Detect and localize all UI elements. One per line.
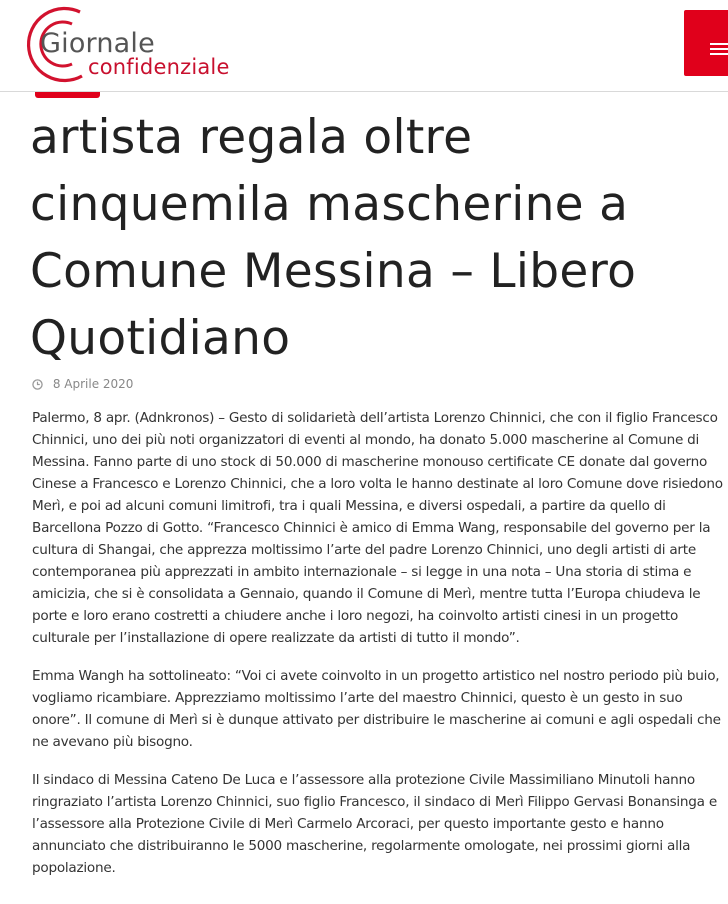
menu-button[interactable] xyxy=(684,10,728,76)
article-meta xyxy=(32,377,133,395)
site-logo[interactable] xyxy=(14,4,254,84)
article-title: artista regala oltre cinquemila mascherine a Comune Messina – Libero Quotidiano xyxy=(30,110,637,366)
hamburger-menu-icon xyxy=(710,43,728,58)
article-paragraph: Il sindaco di Messina Cateno De Luca e l’assessore alla protezione Civile Massimiliano Minutoli hanno ringraziato l’artista Lorenzo Chinnici, suo figlio Francesco, il sindaco di Merì Filippo Gervasi Bonansinga e l’assessore alla Protezione Civile di Merì Carmelo Arcoraci, per questo importante gesto e hanno annunciato che distribuiranno le 5000 mascherine, regolarmente omologate, nei prossimi giorni alla popolazione. xyxy=(32,772,717,876)
article-paragraph: Palermo, 8 apr. (Adnkronos) – Gesto di solidarietà dell’artista Lorenzo Chinnici, che con il figlio Francesco Chinnici, uno dei più noti organizzatori di eventi al mondo, ha donato 5.000 mascherine al Comune di Messina. Fanno parte di uno stock di 50.000 di mascherine monouso certificate CE donate dal governo Cinese a Francesco e Lorenzo Chinnici, che a loro volta le hanno destinate al loro Comune dove risiedono Merì, e poi ad alcuni comuni limitrofi, tra i quali Messina, e diversi ospedali, a partire da quello di Barcellona Pozzo di Gotto. “Francesco Chinnici è amico di Emma Wang, responsabile del governo per la cultura di Shangai, che apprezza moltissimo l’arte del padre Lorenzo Chinnici, uno degli artisti di arte contemporanea più apprezzati in ambito internazionale – si legge in una nota – Una storia di stima e amicizia, che si è consolidata a Gennaio, quando il Comune di Merì, mentre tutta l’Europa chiudeva le porte e loro erano costretti a chiudere anche i loro negozi, ha coinvolto artisti cinesi in un progetto culturale per l’installazione di opere realizzate da artisti di tutto il mondo”. xyxy=(32,410,723,646)
logo-text-giornale: Giornale xyxy=(40,28,155,59)
article-body xyxy=(32,407,726,895)
clock-icon xyxy=(32,379,43,393)
article-date: 8 Aprile 2020 xyxy=(52,377,134,391)
site-header xyxy=(0,0,728,92)
article-paragraph: Emma Wangh ha sottolineato: “Voi ci avete coinvolto in un progetto artistico nel nostro periodo più buio, vogliamo ricambiare. Apprezziamo moltissimo l’arte del maestro Chinnici, questo è un gesto in suo onore”. Il comune di Merì si è dunque attivato per distribuire le mascherine ai comuni e agli ospedali che ne avevano più bisogno. xyxy=(32,668,721,750)
logo-text-confidenziale: confidenziale xyxy=(88,55,230,79)
